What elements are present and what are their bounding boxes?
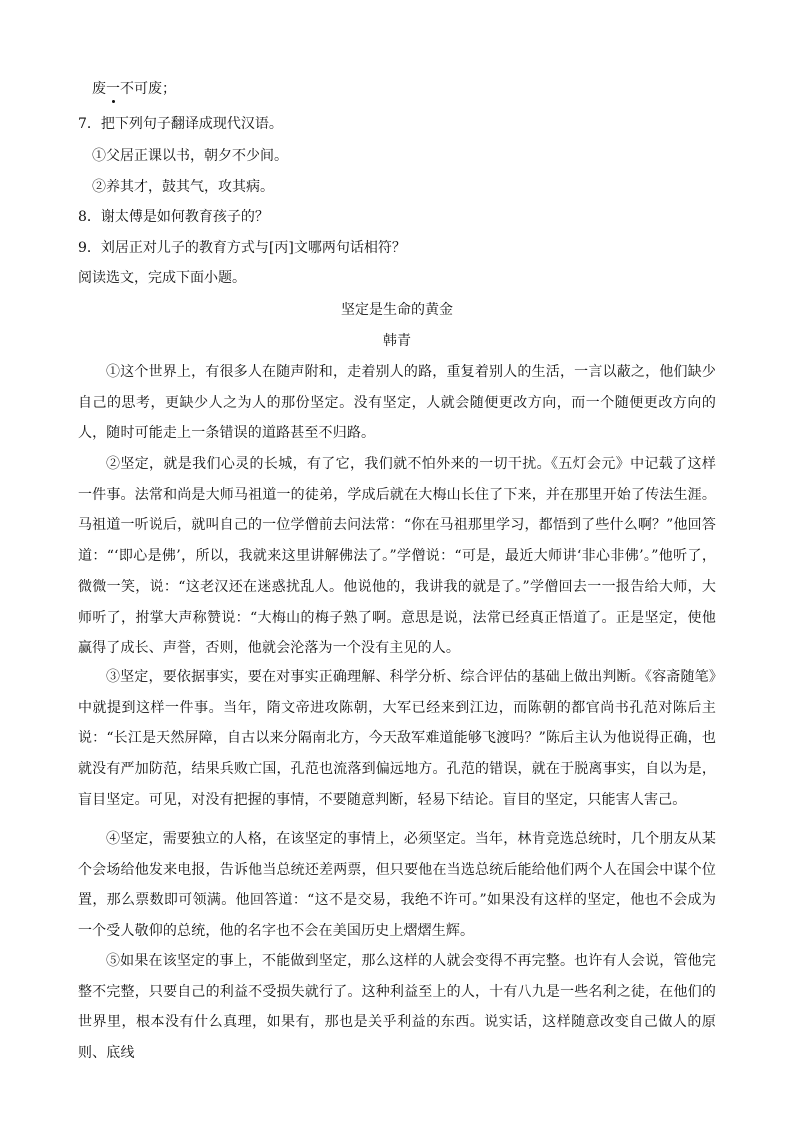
article-paragraph-1: ①这个世界上，有很多人在随声附和，走着别人的路，重复着别人的生活，一言以蔽之，他们缺少自己的思考，更缺少人之为人的那份坚定。没有坚定，人就会随便更改方向，而一个随便更改方向的人，随时可能走上一条错误的道路甚至不归路。	[78, 364, 716, 442]
question-7-item-1: ①父居正课以书，朝夕不少间。	[92, 148, 288, 164]
preceding-text-line	[92, 79, 176, 99]
reading-instruction: 阅读选文，完成下面小题。	[78, 270, 246, 286]
question-7-item-2: ②养其才，鼓其气，攻其病。	[92, 179, 274, 195]
article-paragraph-4: ④坚定，需要独立的人格，在该坚定的事情上，必须坚定。当年，林肯竞选总统时，几个朋友从某个会场给他发来电报，告诉他当总统还差两票，但只要他在当选总统后能给他们两个人在国会中谋个位置，那么票数即可领满。他回答道：“这不是交易，我绝不许可。”如果没有这样的坚定，他也不会成为一个受人敬仰的总统，他的名字也不会在美国历史上熠熠生辉。	[78, 831, 716, 940]
article-author: 韩青	[383, 333, 411, 349]
emphasized-character: 一	[106, 81, 120, 97]
question-8: 8．谢太傅是如何教育孩子的？	[78, 209, 269, 225]
fei-post: 不可废；	[120, 81, 176, 97]
article-paragraph-3: ③坚定，要依据事实，要在对事实正确理解、科学分析、综合评估的基础上做出判断。《容斋随笔》中就提到这样一件事。当年，隋文帝进攻陈朝，大军已经来到江边，而陈朝的都官尚书孔范对陈后主说：“长江是天然屏障，自古以来分隔南北方，今天敌军难道能够飞渡吗？”陈后主认为他说得正确，也就没有严加防范，结果兵败亡国，孔范也流落到偏远地方。孔范的错误，就在于脱离事实，自以为是，盲目坚定。可见，对没有把握的事情，不要随意判断，轻易下结论。盲目的坚定，只能害人害己。	[78, 669, 716, 808]
fei-pre: 废	[92, 81, 106, 97]
question-9: 9．刘居正对儿子的教育方式与[丙]文哪两句话相符？	[78, 240, 406, 256]
article-paragraph-5: ⑤如果在该坚定的事上，不能做到坚定，那么这样的人就会变得不再完整。也许有人会说，管他完整不完整，只要自己的利益不受损失就行了。这种利益至上的人，十有八九是一些名利之徒，在他们的世界里，根本没有什么真理，如果有，那也是关乎利益的东西。说实话，这样随意改变自己做人的原则、底线	[78, 953, 716, 1062]
article-title: 坚定是生命的黄金	[341, 302, 453, 318]
question-7: 7．把下列句子翻译成现代汉语。	[78, 116, 283, 132]
article-paragraph-2: ②坚定，就是我们心灵的长城，有了它，我们就不怕外来的一切干扰。《五灯会元》中记载了这样一件事。法常和尚是大师马祖道一的徒弟，学成后就在大梅山长住了下来，并在那里开始了传法生涯。马祖道一听说后，就叫自己的一位学僧前去问法常：“你在马祖那里学习，都悟到了些什么啊？”他回答道：“‘即心是佛’，所以，我就来这里讲解佛法了。”学僧说：“可是，最近大师讲‘非心非佛’。”他听了，微微一笑，说：“这老汉还在迷惑扰乱人。他说他的，我讲我的就是了。”学僧回去一一报告给大师，大师听了，拊掌大声称赞说：“大梅山的梅子熟了啊。意思是说，法常已经真正悟道了。正是坚定，使他赢得了成长、声誉，否则，他就会沦落为一个没有主见的人。	[78, 456, 716, 657]
